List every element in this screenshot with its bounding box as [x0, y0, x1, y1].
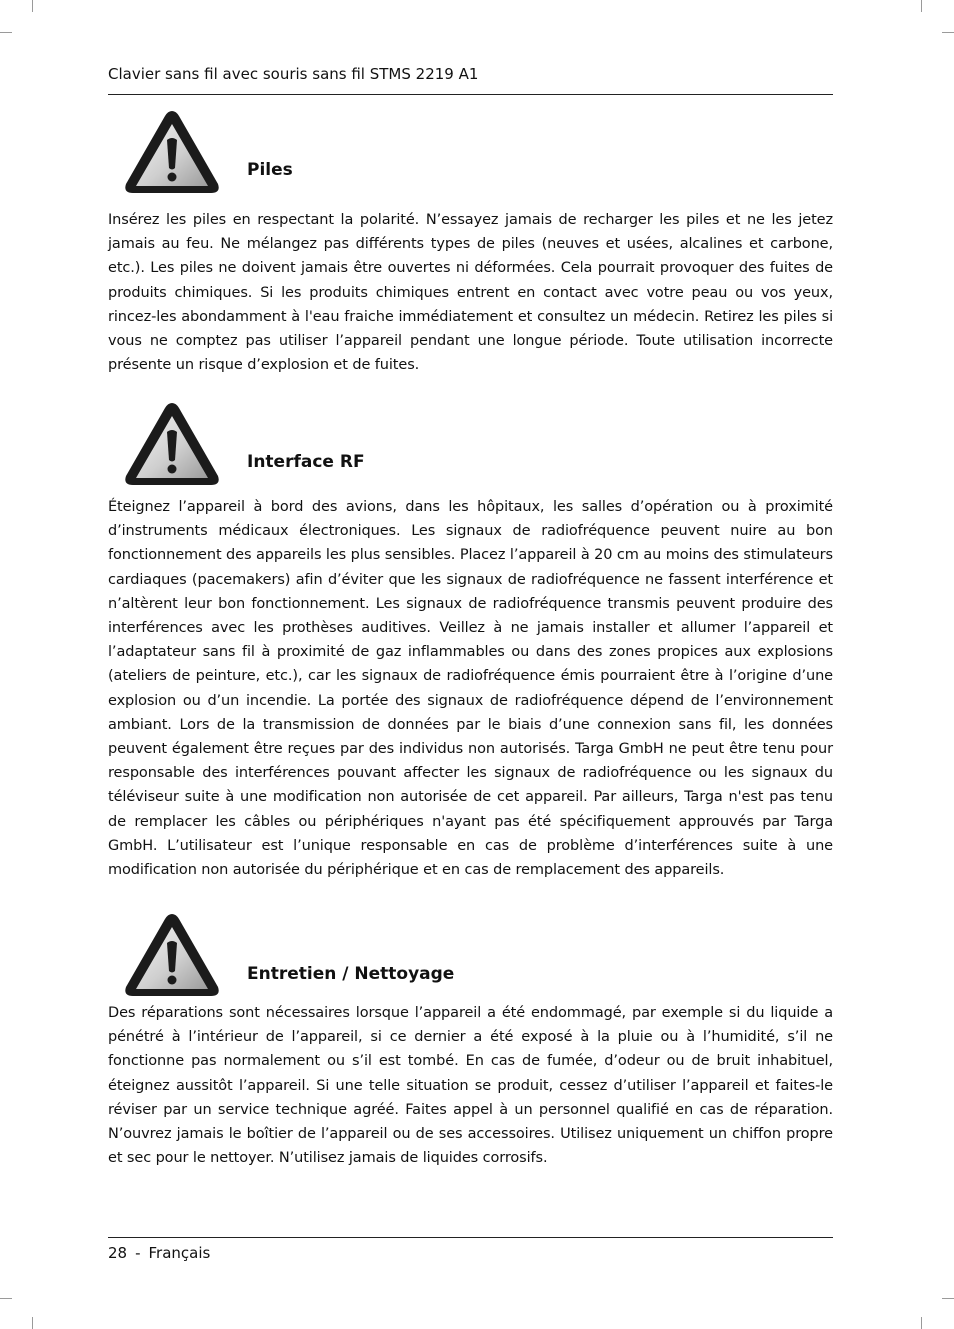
- crop-mark: [0, 32, 12, 33]
- page-header: [108, 64, 833, 95]
- warning-triangle-icon: [123, 912, 221, 998]
- footer-separator: -: [135, 1244, 141, 1262]
- page-footer: [108, 1237, 833, 1262]
- crop-mark: [32, 1317, 33, 1329]
- section-text-entretien-nettoyage: Des réparations sont nécessaires lorsque l’appareil a été endommagé, par exemple si du liquide a pénétré à l’intérieur de l’appareil, si ce dernier a été exposé à la pluie ou à l’humidité, s’il ne fonctionne pas normalement ou s’il est tombé. En cas de fumée, d’odeur ou de bruit inhabituel, éteignez aussitôt l’appareil. Si une telle situation se produit, cessez d’utiliser l’appareil et faites-le réviser par un service technique agréé. Faites appel à un personnel qualifié en cas de réparation. N’ouvrez jamais le boîtier de l’appareil ou de ses accessoires. Utilisez uniquement un chiffon propre et sec pour le nettoyer. N’utilisez jamais de liquides corrosifs.: [108, 1005, 833, 1167]
- crop-mark: [942, 1298, 954, 1299]
- section-text-piles: Insérez les piles en respectant la polarité. N’essayez jamais de recharger les piles et ne les jetez jamais au feu. Ne mélangez pas différents types de piles (neuves et usées, alcalines et carbone, etc.). Les piles ne doivent jamais être ouvertes ni déformées. Cela pourrait provoquer des fuites de produits chimiques. Si les produits chimiques entrent en contact avec votre peau ou vos yeux, rincez-les abondamment à l'eau fraiche immédiatement et consultez un médecin. Retirez les piles si vous ne comptez pas utiliser l’appareil pendant une longue période. Toute utilisation incorrecte présente un risque d’explosion et de fuites.: [108, 212, 833, 374]
- footer-text: [108, 1243, 210, 1263]
- footer-language: Français: [148, 1244, 211, 1262]
- section-title-interface-rf: Interface RF: [247, 452, 365, 472]
- crop-mark: [32, 0, 33, 12]
- section-title-entretien-nettoyage: Entretien / Nettoyage: [247, 964, 455, 984]
- warning-triangle-icon: [123, 109, 221, 195]
- crop-mark: [921, 0, 922, 12]
- section-title-piles: Piles: [247, 160, 293, 180]
- page-number: 28: [108, 1244, 128, 1262]
- section-text-interface-rf: Éteignez l’appareil à bord des avions, dans les hôpitaux, les salles d’opération ou à proximité d’instruments médicaux électroniques. Les signaux de radiofréquence peuvent nuire au bon fonctionnement des appareils les plus sensibles. Placez l’appareil à 20 cm au moins des stimulateurs cardiaques (pacemakers) afin d’éviter que les signaux de radiofréquence ne fassent interférence et n’altèrent leur bon fonctionnement. Les signaux de radiofréquence transmis peuvent produire des interférences avec les prothèses auditives. Veillez à ne jamais installer et allumer l’appareil et l’adaptateur sans fil à proximité de gaz inflammables ou dans des zones propices aux explosions (ateliers de peinture, etc.), car les signaux de radiofréquence émis pourraient être à l’origine d’une explosion ou d’un incendie. La portée des signaux de radiofréquence dépend de l’environnement ambiant. Lors de la transmission de données par le biais d’une connexion sans fil, les données peuvent également être reçues par des individus non autorisés. Targa GmbH ne peut être tenu pour responsable des interférences pouvant affecter les signaux de radiofréquence ou les signaux du téléviseur suite à une modification non autorisée de cet appareil. Par ailleurs, Targa n'est pas tenu de remplacer les câbles ou périphériques n'ayant pas été spécifiquement approuvés par Targa GmbH. L’utilisateur est l’unique responsable en cas de problème d’interférences suite à une modification non autorisée du périphérique et en cas de remplacement des appareils.: [108, 499, 833, 879]
- crop-mark: [942, 32, 954, 33]
- header-title: Clavier sans fil avec souris sans fil STMS 2219 A1: [108, 65, 479, 83]
- crop-mark: [921, 1317, 922, 1329]
- crop-mark: [0, 1298, 12, 1299]
- warning-triangle-icon: [123, 401, 221, 487]
